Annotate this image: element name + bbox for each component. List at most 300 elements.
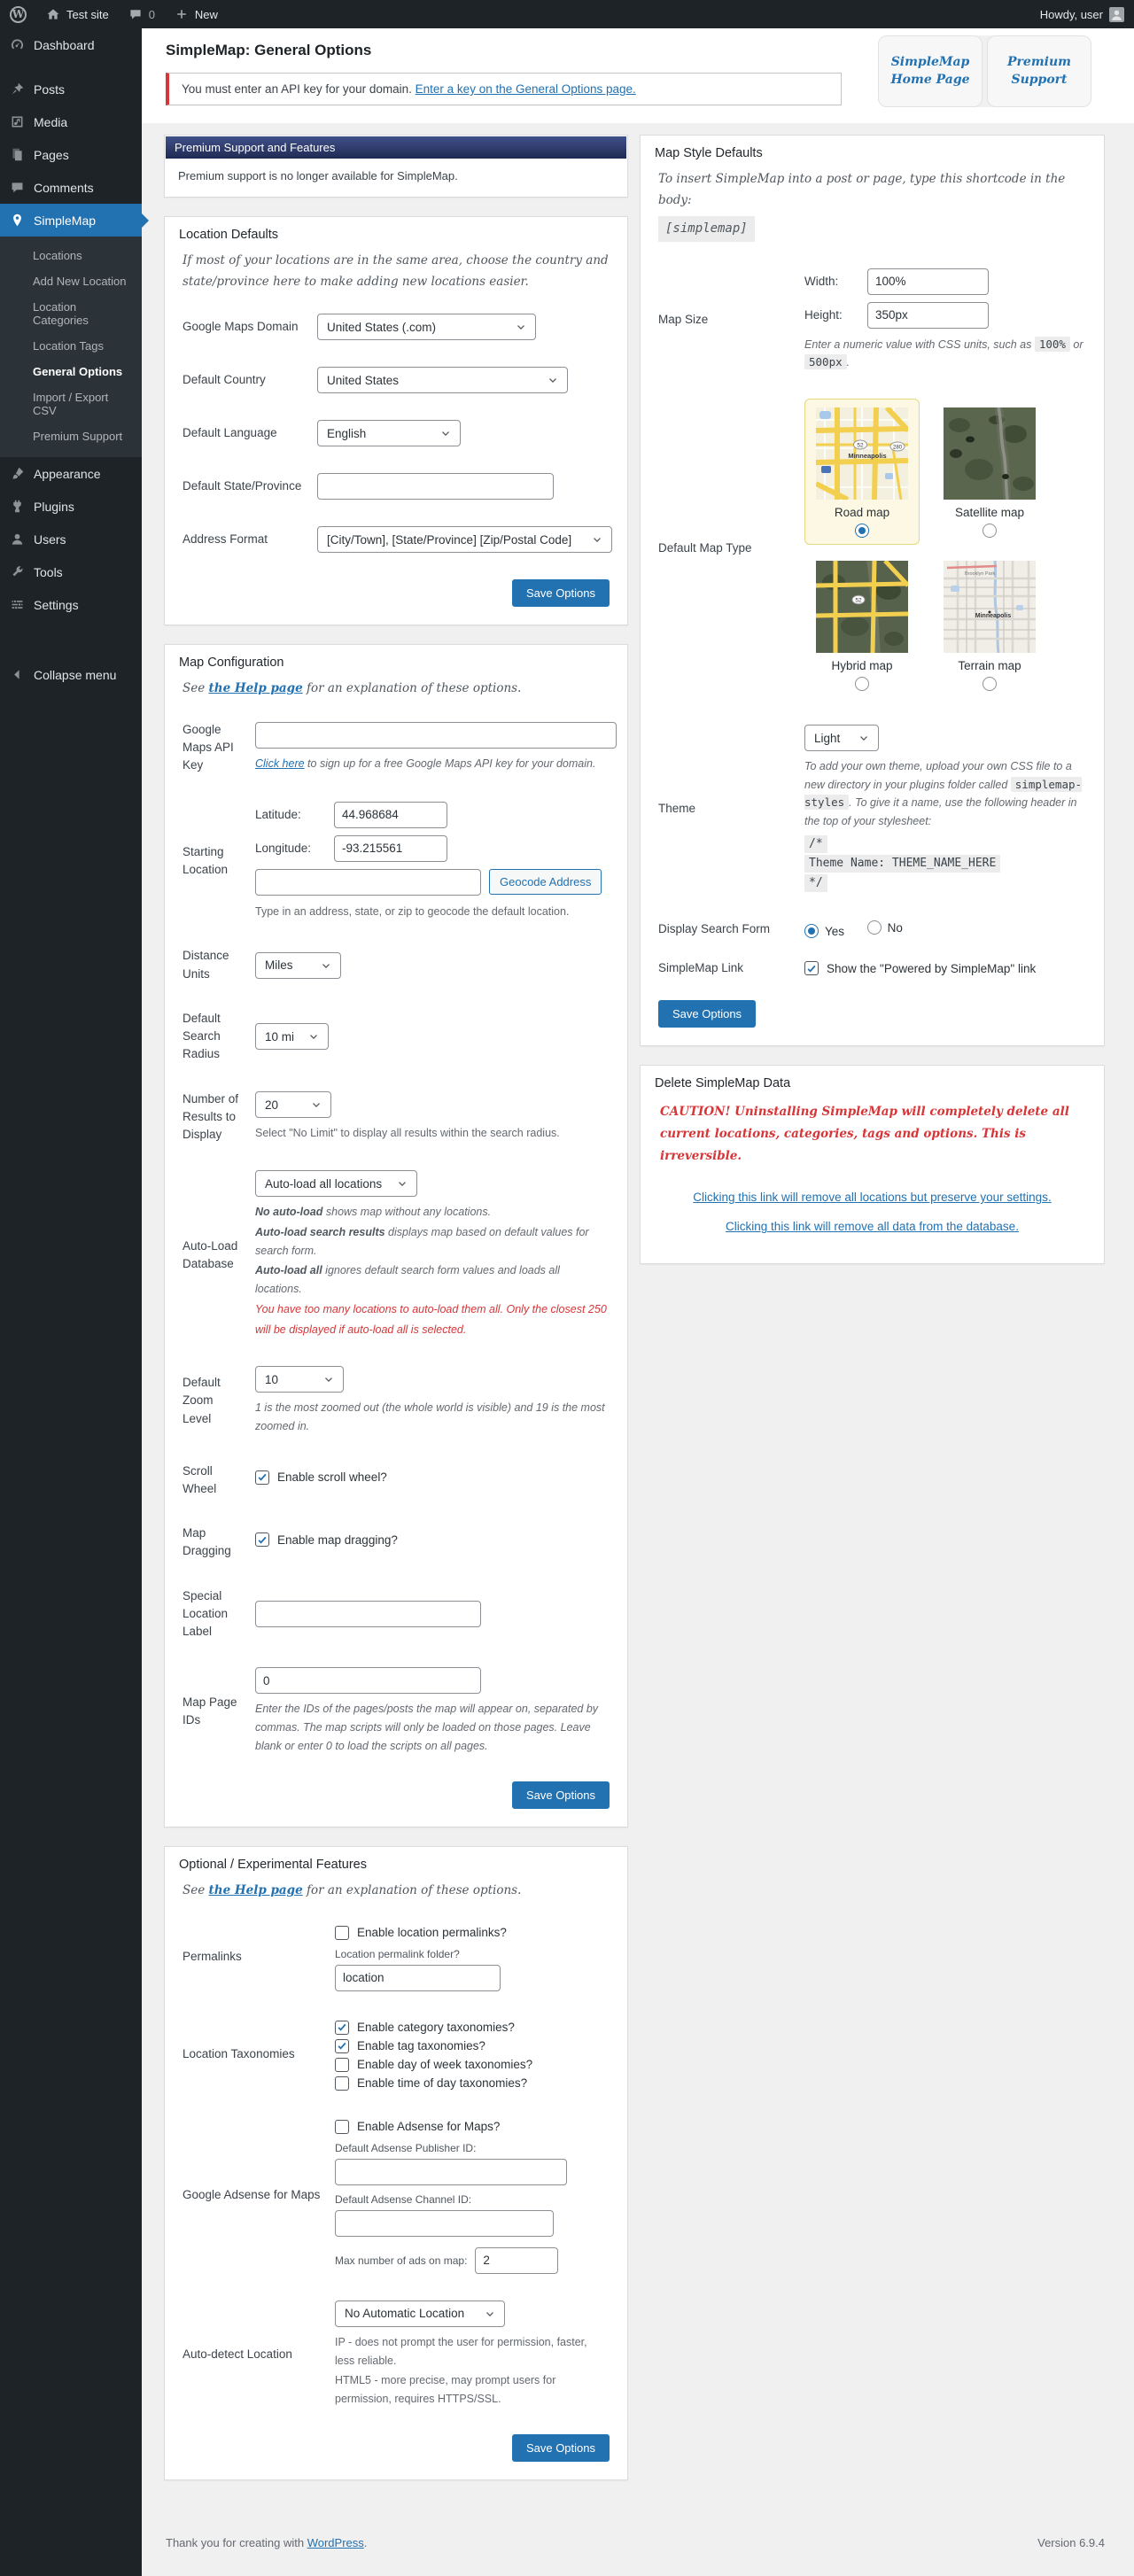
wordpress-link[interactable]: WordPress [307, 2536, 364, 2550]
width-label: Width: [804, 275, 839, 289]
premium-support-button[interactable] [987, 35, 1091, 107]
site-name-label: Test site [66, 7, 109, 21]
address-format-select[interactable] [317, 526, 612, 553]
sidebar-item-label: Users [34, 531, 66, 547]
admin-footer [142, 2499, 1134, 2576]
box-title: Optional / Experimental Features [179, 1858, 367, 1873]
longitude-label: Longitude: [255, 842, 312, 856]
radio-label: No [887, 920, 903, 935]
notice-general-options-link[interactable]: Enter a key on the General Options page. [415, 82, 636, 96]
sidebar-item-label: Media [34, 114, 68, 129]
map-type-hybrid[interactable] [804, 552, 920, 698]
checkbox-label: Enable tag taxonomies? [357, 2039, 485, 2053]
checkbox-label: Enable day of week taxonomies? [357, 2058, 533, 2072]
help-page-link[interactable]: the Help page [208, 681, 303, 696]
permalink-folder-label: Location permalink folder? [335, 1947, 460, 1960]
auto-detect-ip-hint: IP - does not prompt the user for permission, faster, less reliable. [335, 2335, 587, 2367]
select-value: English [327, 426, 367, 440]
map-width-input[interactable] [867, 268, 989, 295]
simplemap-icon [9, 212, 26, 229]
help-page-link[interactable]: the Help page [208, 1883, 303, 1898]
left-column [164, 135, 628, 2499]
admin-bar-left [0, 0, 228, 28]
field-label: Default Map Type [658, 540, 752, 555]
sidebar-item-label: Settings [34, 597, 79, 612]
max-ads-label: Max number of ads on map: [335, 2254, 468, 2267]
field-label: SimpleMap Link [658, 961, 744, 975]
simplemap-submenu [0, 237, 142, 457]
users-icon [9, 531, 26, 547]
quick-button-label: SimpleMap Home Page [890, 54, 970, 87]
comments-count: 0 [148, 7, 155, 21]
map-page-ids-input[interactable] [255, 1667, 481, 1694]
remove-all-data-link[interactable]: Clicking this link will remove all data from the database. [726, 1220, 1019, 1234]
appearance-icon [9, 465, 26, 482]
svg-text:Brooklyn Park: Brooklyn Park [965, 571, 996, 577]
checkbox-unchecked-icon [335, 2120, 349, 2134]
delete-data-box [640, 1065, 1105, 1264]
field-permalinks [183, 1923, 610, 1991]
adsense-publisher-input[interactable] [335, 2159, 567, 2185]
number-of-results-hint: Select "No Limit" to display all results within the search radius. [255, 1127, 560, 1140]
field-auto-load-database [183, 1170, 610, 1339]
select-value: United States (.com) [327, 320, 437, 334]
enable-time-of-day-taxonomies-checkbox[interactable] [335, 2076, 610, 2091]
sidebar-item-dashboard[interactable] [0, 28, 142, 61]
intro-text: for an explanation of these options. [302, 1883, 522, 1898]
zoom-level-hint: 1 is the most zoomed out (the whole world is visible) and 19 is the most zoomed in. [255, 1401, 605, 1432]
enable-permalinks-checkbox[interactable] [335, 1926, 610, 1940]
enable-adsense-checkbox[interactable] [335, 2120, 610, 2134]
auto-load-hint-2: Auto-load search results displays map based on default values for search form. [255, 1225, 589, 1257]
sidebar-item-simplemap[interactable] [0, 204, 142, 237]
chevron-down-icon [396, 1177, 408, 1190]
height-row [804, 302, 1086, 329]
chevron-down-icon [591, 533, 603, 546]
map-type-label: Hybrid map [831, 659, 893, 672]
sidebar-item-posts[interactable] [0, 73, 142, 105]
field-label: Map Dragging [183, 1526, 231, 1558]
comments-icon [9, 179, 26, 196]
field-label: Display Search Form [658, 921, 771, 935]
location-defaults-box [164, 216, 628, 625]
wordpress-logo-icon: W [10, 6, 27, 23]
auto-load-hint-3: Auto-load all ignores default search form values and loads all locations. [255, 1264, 560, 1295]
sidebar-item-label: SimpleMap [34, 213, 97, 228]
field-number-of-results [183, 1090, 610, 1144]
footer-thanks: Thank you for creating with WordPress. [166, 2536, 368, 2550]
map-size-hint: Enter a numeric value with CSS units, such as 100% or 500px . [804, 337, 1084, 369]
sidebar-item-users[interactable] [0, 523, 142, 555]
site-name-menu[interactable] [36, 0, 119, 28]
sidebar-subitem-location-categories[interactable]: Location Categories [33, 300, 89, 327]
field-address-format [183, 526, 610, 553]
field-default-map-type [658, 399, 1086, 698]
radio-selected-icon [804, 924, 819, 938]
google-maps-domain-select[interactable] [317, 314, 536, 340]
enable-scroll-wheel-checkbox[interactable] [255, 1470, 610, 1485]
premium-support-box [164, 135, 628, 198]
terrain-map-radio[interactable] [983, 677, 997, 691]
save-options-button[interactable]: Save Options [512, 1781, 610, 1809]
sidebar-item-tools[interactable] [0, 555, 142, 588]
field-google-maps-api-key [183, 721, 610, 775]
sidebar-subitem-locations[interactable]: Locations [33, 249, 82, 262]
hybrid-map-radio[interactable] [855, 677, 869, 691]
sidebar-item-plugins[interactable] [0, 490, 142, 523]
enable-map-dragging-checkbox[interactable] [255, 1532, 610, 1547]
default-state-input[interactable] [317, 473, 554, 500]
chevron-down-icon [858, 732, 870, 744]
plugins-icon [9, 498, 26, 515]
sidebar-item-appearance[interactable] [0, 457, 142, 490]
default-country-select[interactable] [317, 367, 568, 393]
field-default-search-radius [183, 1010, 610, 1064]
comment-bubble-icon [128, 7, 143, 21]
save-row [183, 2434, 610, 2462]
satellite-map-radio[interactable] [983, 524, 997, 538]
height-label: Height: [804, 308, 843, 322]
save-options-button[interactable]: Save Options [512, 579, 610, 607]
theme-select[interactable] [804, 725, 879, 751]
map-page-ids-hint: Enter the IDs of the pages/posts the map will appear on, separated by commas. The map scripts will only be loaded on those pages. Leave blank or enter 0 to load the scripts on all pages. [255, 1703, 599, 1752]
checkbox-label: Enable map dragging? [277, 1532, 398, 1547]
svg-text:280: 280 [892, 445, 903, 451]
footer-version: Version 6.9.4 [1037, 2536, 1105, 2550]
api-key-hint [255, 755, 610, 773]
select-value: Auto-load all locations [265, 1176, 383, 1191]
quick-links-panel [878, 35, 1091, 107]
latitude-input[interactable] [334, 802, 447, 828]
powered-by-link-checkbox[interactable] [804, 961, 1086, 975]
intro-text: To insert SimpleMap into a post or page, type this shortcode in the body: [658, 172, 1066, 207]
select-value: Light [814, 731, 841, 745]
checkbox-label: Enable category taxonomies? [357, 2021, 515, 2035]
enable-day-of-week-taxonomies-checkbox[interactable] [335, 2058, 610, 2072]
sidebar-subitem-premium-support[interactable]: Premium Support [33, 430, 123, 443]
satellite-map-thumbnail [944, 407, 1036, 500]
enable-tag-taxonomies-checkbox[interactable] [335, 2039, 610, 2053]
sidebar-item-settings[interactable] [0, 588, 142, 621]
simplemap-home-page-button[interactable] [878, 35, 983, 107]
distance-units-select[interactable] [255, 952, 341, 979]
api-signup-link[interactable]: Click here [255, 757, 305, 771]
theme-header-code: /* Theme Name: THEME_NAME_HERE */ [804, 835, 1086, 894]
field-simplemap-link [658, 959, 1086, 977]
sidebar-item-label: Comments [34, 180, 94, 195]
intro-text: See [183, 1883, 209, 1898]
simplemap-shortcode: [simplemap] [658, 216, 755, 242]
box-title: Map Configuration [179, 656, 284, 671]
sidebar-item-label: Pages [34, 147, 69, 162]
field-map-dragging [183, 1525, 610, 1561]
media-icon [9, 113, 26, 130]
sidebar-gap [0, 621, 142, 658]
field-label: Distance Units [183, 949, 229, 981]
search-form-no-radio[interactable] [867, 920, 903, 935]
permalink-folder-input[interactable] [335, 1965, 501, 1991]
save-options-button[interactable]: Save Options [658, 1000, 756, 1028]
comments-menu[interactable] [119, 0, 165, 28]
field-label: Starting Location [183, 844, 229, 876]
field-theme [658, 725, 1086, 894]
map-type-label: Satellite map [954, 506, 1025, 519]
field-label: Permalinks [183, 1950, 242, 1964]
radio-label: Yes [825, 924, 845, 938]
longitude-row [255, 835, 610, 862]
field-label: Map Size [658, 313, 709, 327]
geocode-address-input[interactable] [255, 869, 481, 896]
zoom-level-select[interactable] [255, 1366, 344, 1393]
geocode-address-button[interactable]: Geocode Address [489, 869, 602, 895]
field-label: Google Maps Domain [183, 320, 299, 334]
dashboard-icon [9, 36, 26, 53]
checkbox-checked-icon [804, 961, 819, 975]
radio-unselected-icon [867, 920, 882, 935]
sidebar-item-label: Dashboard [34, 37, 95, 52]
checkbox-checked-icon [335, 2039, 349, 2053]
number-of-results-select[interactable] [255, 1091, 331, 1118]
collapse-menu-label: Collapse menu [34, 667, 117, 682]
wordpress-menu[interactable] [0, 0, 36, 28]
field-label: Number of Results to Display [183, 1091, 239, 1141]
checkbox-label: Enable scroll wheel? [277, 1470, 387, 1485]
enable-category-taxonomies-checkbox[interactable] [335, 2021, 610, 2035]
select-value: Miles [265, 958, 293, 972]
page-title: SimpleMap: General Options [166, 42, 372, 58]
collapse-arrow-icon [9, 666, 26, 683]
box-title: Map Style Defaults [655, 146, 763, 160]
box-title: Location Defaults [179, 228, 279, 242]
howdy-label: Howdy, user [1039, 7, 1103, 21]
chevron-down-icon [310, 1098, 322, 1111]
field-location-taxonomies [183, 2018, 610, 2091]
terrain-map-thumbnail [944, 561, 1036, 653]
sidebar-item-media[interactable] [0, 105, 142, 138]
auto-load-hint-1: No auto-load shows map without any locations. [255, 1206, 492, 1219]
checkbox-label: Enable time of day taxonomies? [357, 2076, 528, 2091]
field-map-size [658, 268, 1086, 372]
sidebar-subitem-add-new-location[interactable]: Add New Location [33, 275, 127, 288]
optional-features-intro [183, 1881, 610, 1902]
sidebar-subitem-import-export-csv[interactable]: Import / Export CSV [33, 391, 109, 417]
auto-detect-location-select[interactable] [335, 2301, 505, 2327]
quick-button-label: Premium Support [1007, 54, 1071, 87]
premium-box-title: Premium Support and Features [166, 136, 626, 159]
field-label: Auto-Load Database [183, 1238, 238, 1270]
posts-icon [9, 81, 26, 97]
special-location-label-input[interactable] [255, 1601, 481, 1627]
checkbox-checked-icon [255, 1532, 269, 1547]
map-type-label: Terrain map [958, 659, 1021, 672]
map-type-grid [804, 399, 1086, 698]
chevron-down-icon [322, 1373, 335, 1385]
adsense-publisher-label: Default Adsense Publisher ID: [335, 2141, 477, 2154]
optional-features-box [164, 1846, 628, 2480]
auto-load-warning: You have too many locations to auto-load them all. Only the closest 250 will be displayed if auto-load all is selected. [255, 1303, 607, 1336]
sidebar-subitem-general-options[interactable]: General Options [33, 365, 123, 378]
checkbox-label: Enable location permalinks? [357, 1926, 507, 1940]
howdy-menu[interactable] [1030, 0, 1134, 28]
settings-icon [9, 596, 26, 613]
intro-text: for an explanation of these options. [302, 681, 522, 696]
field-auto-detect-location [183, 2301, 610, 2409]
field-label: Default Country [183, 373, 266, 387]
adsense-channel-input[interactable] [335, 2210, 554, 2237]
sidebar-item-comments[interactable] [0, 171, 142, 204]
box-title: Delete SimpleMap Data [655, 1076, 791, 1091]
save-row [183, 579, 610, 607]
longitude-input[interactable] [334, 835, 447, 862]
location-defaults-intro: If most of your locations are in the same area, choose the country and state/province here to make adding new locations easier. [183, 253, 609, 289]
road-map-thumbnail [816, 407, 908, 500]
field-scroll-wheel [183, 1463, 610, 1499]
save-row [658, 1000, 1086, 1028]
default-language-select[interactable] [317, 420, 461, 446]
svg-text:Minneapolis: Minneapolis [848, 452, 887, 460]
latitude-row [255, 802, 610, 828]
map-config-intro [183, 679, 610, 700]
new-label: New [194, 7, 218, 21]
search-radius-select[interactable] [255, 1023, 329, 1050]
adsense-channel-label: Default Adsense Channel ID: [335, 2192, 472, 2206]
map-type-satellite[interactable] [932, 399, 1047, 545]
checkbox-unchecked-icon [335, 2076, 349, 2091]
road-map-radio[interactable] [855, 524, 869, 538]
chevron-down-icon [547, 374, 559, 386]
admin-bar-right [1030, 0, 1134, 28]
chevron-down-icon [320, 959, 332, 972]
search-form-yes-radio[interactable] [804, 924, 844, 938]
field-distance-units [183, 947, 610, 983]
select-value: [City/Town], [State/Province] [Zip/Postal Code] [327, 532, 572, 547]
select-value: United States [327, 373, 400, 387]
auto-load-select[interactable] [255, 1170, 417, 1197]
map-style-defaults-box [640, 135, 1105, 1046]
home-icon [46, 7, 60, 21]
select-value: No Automatic Location [345, 2307, 465, 2321]
field-label: Default Language [183, 426, 277, 440]
sidebar-item-label: Tools [34, 564, 63, 579]
max-ads-input[interactable] [475, 2247, 558, 2274]
admin-bar [0, 0, 1134, 28]
field-label: Google Adsense for Maps [183, 2188, 321, 2202]
map-configuration-box [164, 644, 628, 1827]
select-value: 10 mi [265, 1029, 295, 1044]
field-label: Location Taxonomies [183, 2046, 295, 2060]
auto-detect-html5-hint: HTML5 - more precise, may prompt users for permission, requires HTTPS/SSL. [335, 2374, 556, 2405]
sidebar [0, 28, 142, 2576]
field-default-zoom-level [183, 1366, 610, 1435]
select-value: 10 [265, 1372, 279, 1386]
width-row [804, 268, 1086, 295]
field-default-language [183, 420, 610, 446]
new-menu[interactable] [165, 0, 228, 28]
page-header [142, 28, 1134, 123]
field-default-country [183, 367, 610, 393]
field-special-location-label [183, 1587, 610, 1641]
field-label: Google Maps API Key [183, 722, 234, 772]
main-content [142, 28, 1134, 2576]
checkbox-label: Enable Adsense for Maps? [357, 2120, 501, 2134]
intro-text: See [183, 681, 209, 696]
field-label: Map Page IDs [183, 1695, 237, 1726]
checkbox-checked-icon [255, 1470, 269, 1485]
chevron-down-icon [515, 321, 527, 333]
hybrid-map-thumbnail [816, 561, 908, 653]
sidebar-separator [0, 61, 142, 73]
latitude-label: Latitude: [255, 808, 301, 822]
remove-locations-link[interactable]: Clicking this link will remove all locations but preserve your settings. [693, 1191, 1052, 1205]
columns [142, 123, 1134, 2499]
select-value: 20 [265, 1098, 279, 1112]
api-key-notice [166, 73, 842, 105]
checkbox-checked-icon [335, 2021, 349, 2035]
field-starting-location [183, 802, 610, 921]
map-type-terrain[interactable] [932, 552, 1047, 698]
right-column [640, 135, 1105, 1283]
field-display-search-form [658, 920, 1086, 938]
plus-icon [175, 7, 189, 21]
field-google-maps-domain [183, 314, 610, 340]
field-label: Special Location Label [183, 1588, 229, 1639]
sidebar-item-label: Plugins [34, 499, 74, 514]
svg-text:Minneapolis: Minneapolis [975, 613, 1012, 619]
max-ads-row [335, 2247, 610, 2274]
map-style-intro [658, 169, 1086, 242]
field-google-adsense [183, 2117, 610, 2274]
chevron-down-icon [484, 2308, 496, 2320]
checkbox-unchecked-icon [335, 2058, 349, 2072]
chevron-down-icon [439, 427, 452, 439]
field-map-page-ids [183, 1667, 610, 1755]
map-type-road[interactable] [804, 399, 920, 545]
geocode-row [255, 869, 610, 896]
field-label: Theme [658, 802, 696, 816]
sidebar-item-label: Posts [34, 81, 66, 97]
delete-caution-text: CAUTION! Uninstalling SimpleMap will completely delete all current locations, categories, tags and options. This is irreversible. [660, 1105, 1069, 1164]
field-default-state [183, 473, 610, 500]
field-label: Auto-detect Location [183, 2347, 292, 2361]
map-height-input[interactable] [867, 302, 989, 329]
tools-icon [9, 563, 26, 580]
api-key-input[interactable] [255, 722, 617, 749]
sidebar-item-label: Appearance [34, 466, 101, 481]
chevron-down-icon [307, 1030, 320, 1043]
map-type-label: Road map [834, 506, 890, 519]
avatar [1109, 7, 1124, 22]
svg-text:52: 52 [857, 442, 864, 449]
save-options-button[interactable]: Save Options [512, 2434, 610, 2462]
collapse-menu-button[interactable] [0, 658, 142, 691]
save-row [183, 1781, 610, 1809]
notice-text: You must enter an API key for your domain. [182, 82, 416, 96]
field-label: Default Search Radius [183, 1011, 221, 1061]
hint-text: to sign up for a free Google Maps API key for your domain. [304, 757, 596, 771]
field-label: Default State/Province [183, 479, 302, 493]
sidebar-subitem-location-tags[interactable]: Location Tags [33, 339, 104, 353]
field-label: Scroll Wheel [183, 1463, 217, 1495]
premium-box-body: Premium support is no longer available for SimpleMap. [178, 169, 458, 182]
checkbox-label: Show the "Powered by SimpleMap" link [827, 961, 1037, 975]
theme-hint: To add your own theme, upload your own CSS file to a new directory in your plugins folder called simplemap-styles . To give it a name, use the following header in the top of your stylesheet: [804, 760, 1083, 827]
field-label: Default Zoom Level [183, 1376, 221, 1425]
pages-icon [9, 146, 26, 163]
geocode-hint: Type in an address, state, or zip to geocode the default location. [255, 904, 570, 918]
checkbox-unchecked-icon [335, 1926, 349, 1940]
field-label: Address Format [183, 532, 268, 547]
sidebar-item-pages[interactable] [0, 138, 142, 171]
